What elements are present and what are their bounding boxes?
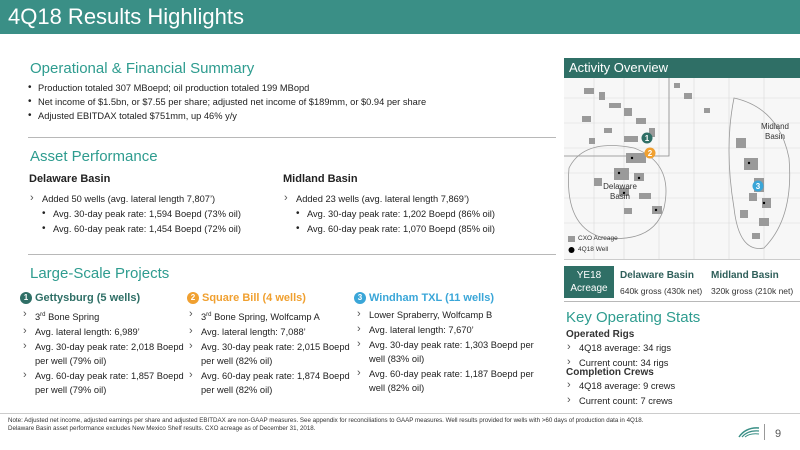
map-label-delaware: Delaware Basin xyxy=(603,182,637,201)
project-zone: › Lower Spraberry, Wolfcamp B xyxy=(356,308,551,322)
project-title-text: Gettysburg (5 wells) xyxy=(35,292,141,304)
well-legend-icon xyxy=(569,247,575,253)
project-zone xyxy=(22,308,184,324)
project-zone xyxy=(188,308,353,324)
delaware-list xyxy=(29,192,289,237)
acreage-legend-swatch xyxy=(568,236,575,242)
crews-stat: › 4Q18 average: 9 crews xyxy=(566,379,786,393)
svg-text:3: 3 xyxy=(755,182,761,191)
zone-rest: Bone Spring, Wolfcamp A xyxy=(211,312,320,323)
divider xyxy=(564,301,800,302)
legend-well-label: 4Q18 Well xyxy=(578,246,609,253)
ye18-acreage-box: YE18 Acreage xyxy=(564,266,614,298)
project-line: › Avg. 30-day peak rate: 2,018 Boepd per well (79% oil) xyxy=(22,340,184,368)
zone-sup: rd xyxy=(206,312,212,318)
project-line: › Avg. 30-day peak rate: 1,303 Boepd per well (83% oil) xyxy=(356,338,551,366)
project-2-marker-icon xyxy=(645,148,656,159)
delaware-title: Delaware Basin xyxy=(29,173,111,185)
zone-sup: rd xyxy=(40,312,46,318)
project-line: › Avg. lateral length: 7,670’ xyxy=(356,323,551,337)
midland-sub: • Avg. 30-day peak rate: 1,202 Boepd (86% oil) xyxy=(283,207,558,221)
project-line: › Avg. lateral length: 7,088’ xyxy=(188,325,353,339)
crews-list xyxy=(566,379,786,409)
acreage-delaware-value: 640k gross (430k net) xyxy=(620,286,703,296)
kos-heading: Key Operating Stats xyxy=(566,309,701,326)
map-label-midland: Midland Basin xyxy=(760,122,789,141)
company-logo-icon xyxy=(738,425,760,439)
ofs-bullet: • Adjusted EBITDAX totaled $751mm, up 46% y/y xyxy=(27,109,557,123)
rigs-stat: › 4Q18 average: 34 rigs xyxy=(566,341,786,355)
ofs-list xyxy=(27,81,557,123)
activity-map xyxy=(564,78,800,260)
project-1-marker-icon xyxy=(642,133,653,144)
asset-heading: Asset Performance xyxy=(30,148,158,165)
legend-acreage-label: CXO Acreage xyxy=(578,235,618,242)
zone-num: 3 xyxy=(201,312,207,323)
midland-title: Midland Basin xyxy=(283,173,358,185)
zone-rest: Bone Spring xyxy=(45,312,100,323)
midland-list xyxy=(283,192,558,237)
acreage-midland-value: 320k gross (210k net) xyxy=(711,286,794,296)
rigs-title: Operated Rigs xyxy=(566,329,635,340)
project-square-bill-title xyxy=(187,292,306,304)
projects-heading: Large-Scale Projects xyxy=(30,265,170,282)
project-title-text: Windham TXL (11 wells) xyxy=(369,292,495,304)
footnote: Note: Adjusted net income, adjusted earnings per share and adjusted EBITDAX are non-GAAP measures. See appendix for reconciliations to GAAP measures. Well results provided for wells with >60 days of production data in 4Q18. Delaware Basin asset performance excludes New Mexico Shelf results. CXO acreage as of December 31, 2018. xyxy=(8,417,644,432)
project-gettysburg-title xyxy=(20,292,140,304)
project-line: › Avg. lateral length: 6,989’ xyxy=(22,325,184,339)
acreage-midland-heading: Midland Basin xyxy=(711,270,779,281)
svg-text:1: 1 xyxy=(644,134,650,143)
county-lines xyxy=(564,78,800,260)
divider xyxy=(28,254,556,255)
footer-vertical-rule xyxy=(764,424,765,440)
project-square-bill-list xyxy=(188,308,353,398)
activity-heading: Activity Overview xyxy=(569,60,668,75)
ofs-heading: Operational & Financial Summary xyxy=(30,60,255,77)
midland-main: › Added 23 wells (avg. lateral length 7,869’) xyxy=(283,192,558,206)
project-windham-title xyxy=(354,292,494,304)
project-gettysburg-list xyxy=(22,308,184,398)
number-badge-icon: 3 xyxy=(354,292,366,304)
crews-title: Completion Crews xyxy=(566,367,654,378)
divider xyxy=(28,137,556,138)
acreage-blobs xyxy=(582,83,771,239)
state-border xyxy=(564,78,669,156)
map-svg xyxy=(564,78,800,260)
project-3-marker-icon xyxy=(753,181,764,192)
ofs-bullet: • Production totaled 307 MBoepd; oil production totaled 199 MBopd xyxy=(27,81,557,95)
svg-text:2: 2 xyxy=(647,149,653,158)
project-windham-list xyxy=(356,308,551,396)
page-number: 9 xyxy=(775,428,782,440)
delaware-main: › Added 50 wells (avg. lateral length 7,807’) xyxy=(29,192,289,206)
title-bar xyxy=(0,0,800,34)
rigs-stat: › Current count: 34 rigs xyxy=(566,356,786,370)
crews-stat: › Current count: 7 crews xyxy=(566,394,786,408)
delaware-sub: • Avg. 30-day peak rate: 1,594 Boepd (73% oil) xyxy=(29,207,289,221)
footer-divider xyxy=(0,413,800,414)
activity-header xyxy=(564,58,800,78)
project-title-text: Square Bill (4 wells) xyxy=(202,292,306,304)
acreage-delaware-heading: Delaware Basin xyxy=(620,270,694,281)
ofs-bullet: • Net income of $1.5bn, or $7.55 per share; adjusted net income of $189mm, or $0.94 per share xyxy=(27,95,557,109)
number-badge-icon: 2 xyxy=(187,292,199,304)
page-title: 4Q18 Results Highlights xyxy=(8,4,245,29)
zone-num: 3 xyxy=(35,312,41,323)
number-badge-icon: 1 xyxy=(20,292,32,304)
delaware-sub: • Avg. 60-day peak rate: 1,454 Boepd (72% oil) xyxy=(29,222,289,236)
project-line: › Avg. 60-day peak rate: 1,874 Boepd per well (82% oil) xyxy=(188,369,353,397)
project-line: › Avg. 30-day peak rate: 2,015 Boepd per well (82% oil) xyxy=(188,340,353,368)
project-line: › Avg. 60-day peak rate: 1,857 Boepd per well (79% oil) xyxy=(22,369,184,397)
midland-sub: • Avg. 60-day peak rate: 1,070 Boepd (85% oil) xyxy=(283,222,558,236)
project-line: › Avg. 60-day peak rate: 1,187 Boepd per well (82% oil) xyxy=(356,367,551,395)
